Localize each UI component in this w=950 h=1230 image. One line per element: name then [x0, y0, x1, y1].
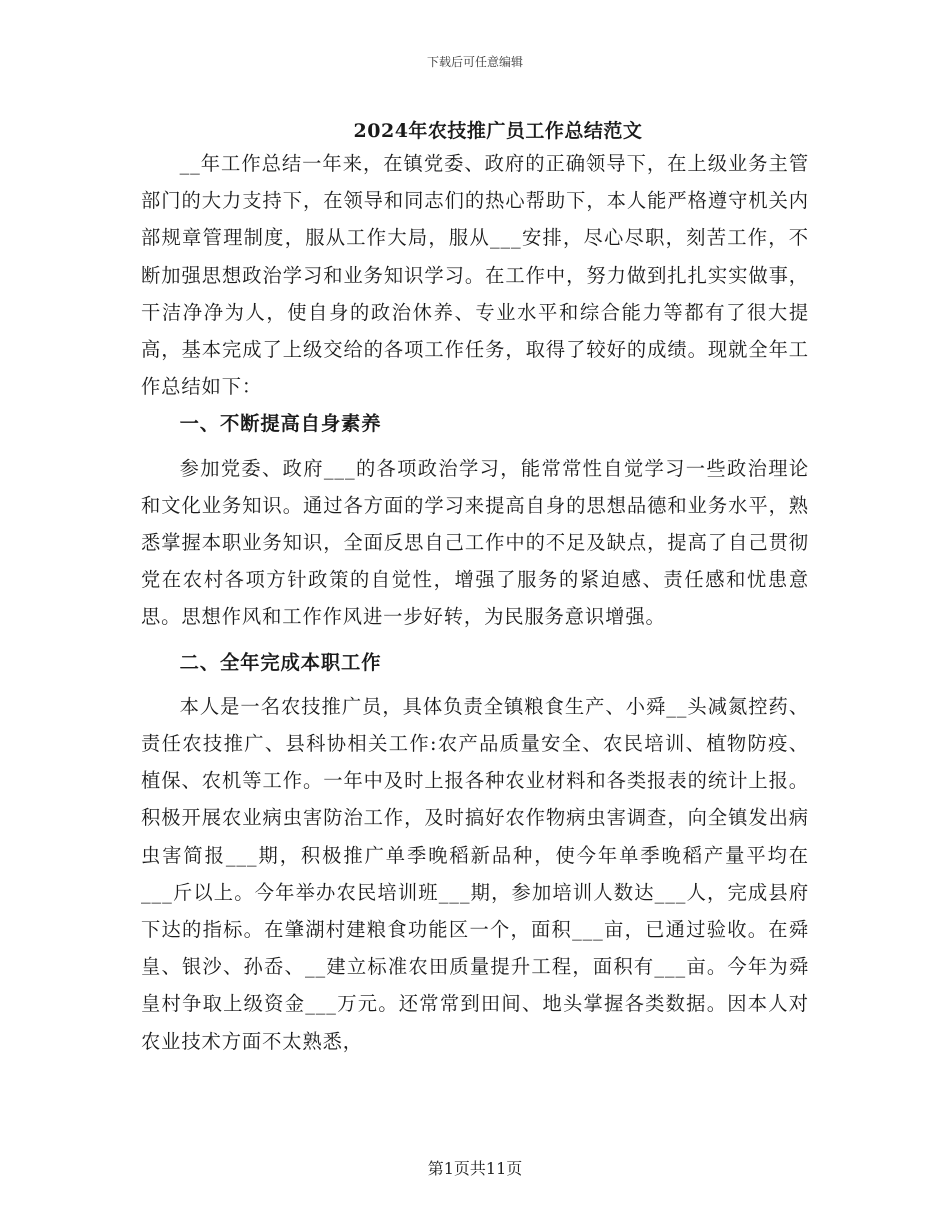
section-heading-2: 二、全年完成本职工作 [179, 650, 382, 674]
spacer [141, 681, 809, 688]
spacer [141, 443, 809, 450]
page-number-footer: 第1页共11页 [427, 1159, 523, 1178]
section-paragraph-2: 本人是一名农技推广员，具体负责全镇粮食生产、小舜__头减氮控药、责任农技推广、县科协相关工作:农产品质量安全、农民培训、植物防疫、植保、农机等工作。一年中及时上报各种农业材料和各类报表的统计上报。积极开展农业病虫害防治工作，及时搞好农作物病虫害调查，向全镇发出病虫害简报___期，积极推广单季晚稻新品种，使今年单季晚稻产量平均在___斤以上。今年举办农民培训班___期，参加培训人数达___人，完成县府下达的指标。在肇湖村建粮食功能区一个，面积___亩，已通过验收。在舜皇、银沙、孙岙、__建立标准农田质量提升工程，面积有___亩。今年为舜皇村争取上级资金___万元。还常常到田间、地头掌握各类数据。因本人对农业技术方面不太熟悉， [141, 694, 809, 1053]
section-heading-1: 一、不断提高自身素养 [179, 412, 382, 436]
header-note: 下载后可任意编辑 [426, 55, 523, 69]
document-title: 2024年农技推广员工作总结范文 [353, 120, 643, 142]
spacer [141, 636, 809, 644]
intro-paragraph: __年工作总结一年来，在镇党委、政府的正确领导下，在上级业务主管部门的大力支持下，在领导和同志们的热心帮助下，本人能严格遵守机关内部规章管理制度，服从工作大局，服从___安排，尽心尽职，刻苦工作，不断加强思想政治学习和业务知识学习。在工作中，努力做到扎扎实实做事，干洁净净为人，使自身的政治休养、专业水平和综合能力等都有了很大提高，基本完成了上级交给的各项工作任务，取得了较好的成绩。现就全年工作总结如下： [141, 152, 809, 399]
document-body [141, 145, 809, 1060]
section-paragraph-1: 参加党委、政府___的各项政治学习，能常常性自觉学习一些政治理论和文化业务知识。通过各方面的学习来提高自身的思想品德和业务水平，熟悉掌握本职业务知识，全面反思自己工作中的不足及缺点，提高了自己贯彻党在农村各项方针政策的自觉性，增强了服务的紧迫感、责任感和忧患意思。思想作风和工作作风进一步好转，为民服务意识增强。 [141, 456, 809, 629]
